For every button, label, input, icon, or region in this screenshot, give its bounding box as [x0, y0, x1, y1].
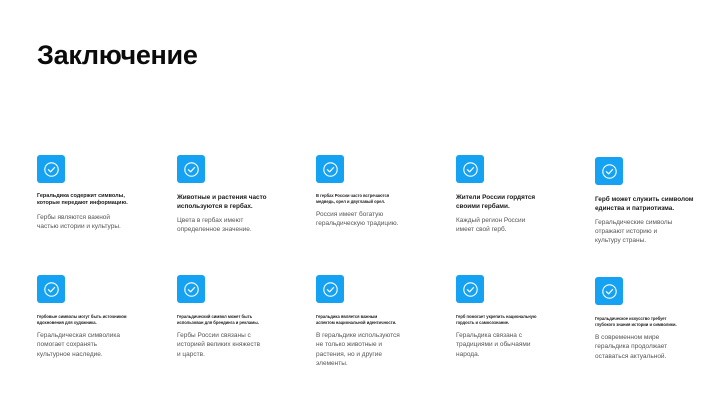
check-circle-icon [37, 155, 65, 183]
check-circle-icon [37, 275, 65, 303]
card-heading: Жители России гордятся своими гербами. [456, 194, 536, 210]
card [37, 275, 155, 359]
card [456, 275, 574, 359]
card [177, 275, 295, 359]
check-circle-icon [595, 277, 623, 305]
check-circle-icon [595, 157, 623, 185]
card-text: В современном мире геральдика продолжает оставаться актуальной. [595, 334, 668, 360]
check-circle-icon [177, 275, 205, 303]
check-circle-icon [456, 275, 484, 303]
card-heading: Геральдика содержит символы, которые передают информацию. [37, 193, 128, 206]
card-text: Гербы являются важной частью истории и культуры. [37, 214, 121, 231]
check-circle-icon [177, 155, 205, 183]
card-text: Каждый регион России имеет свой герб. [456, 217, 526, 234]
slide-title: Заключение [37, 40, 198, 70]
card [595, 277, 713, 361]
check-circle-icon [316, 155, 344, 183]
card-heading: Геральдический символ может быть использован для брендинга и рекламы. [177, 314, 259, 325]
card-heading: Животные и растения часто используются в гербах. [177, 194, 267, 210]
card-text: Геральдика связана с традициями и обычаями народа. [456, 332, 531, 358]
card-heading: Геральдика является важным аспектом национальной идентичности. [316, 314, 397, 325]
check-circle-icon [456, 155, 484, 183]
card [37, 155, 155, 231]
card [177, 155, 295, 234]
card-text: В геральдике используются не только животные и растения, но и другие элементы. [316, 332, 400, 367]
card-heading: Герб может служить символом единства и патриотизма. [595, 196, 694, 212]
card [456, 155, 574, 234]
card-text: Цвета в гербах имеют определенное значение. [177, 217, 252, 234]
card [316, 275, 434, 368]
card-text: Геральдическая символика помогает сохранять культурное наследие. [37, 332, 120, 358]
check-circle-icon [316, 275, 344, 303]
card [316, 155, 434, 229]
card-text: Геральдические символы отражают историю и культуру страны. [595, 219, 673, 245]
card-heading: Геральдическое искусство требует глубокого знания истории и символики. [595, 316, 677, 327]
card [595, 157, 713, 246]
card-heading: В гербах России часто встречаются медведь, орел и двуглавый орел. [316, 193, 390, 204]
card-heading: Гербовые символы могут быть источником вдохновения для художника. [37, 314, 127, 325]
card-text: Гербы России связаны с историей великих княжеств и царств. [177, 332, 261, 358]
card-heading: Герб помогает укрепить национальную гордость и самосознание. [456, 314, 537, 325]
card-text: Россия имеет богатую геральдическую традицию. [316, 211, 399, 228]
